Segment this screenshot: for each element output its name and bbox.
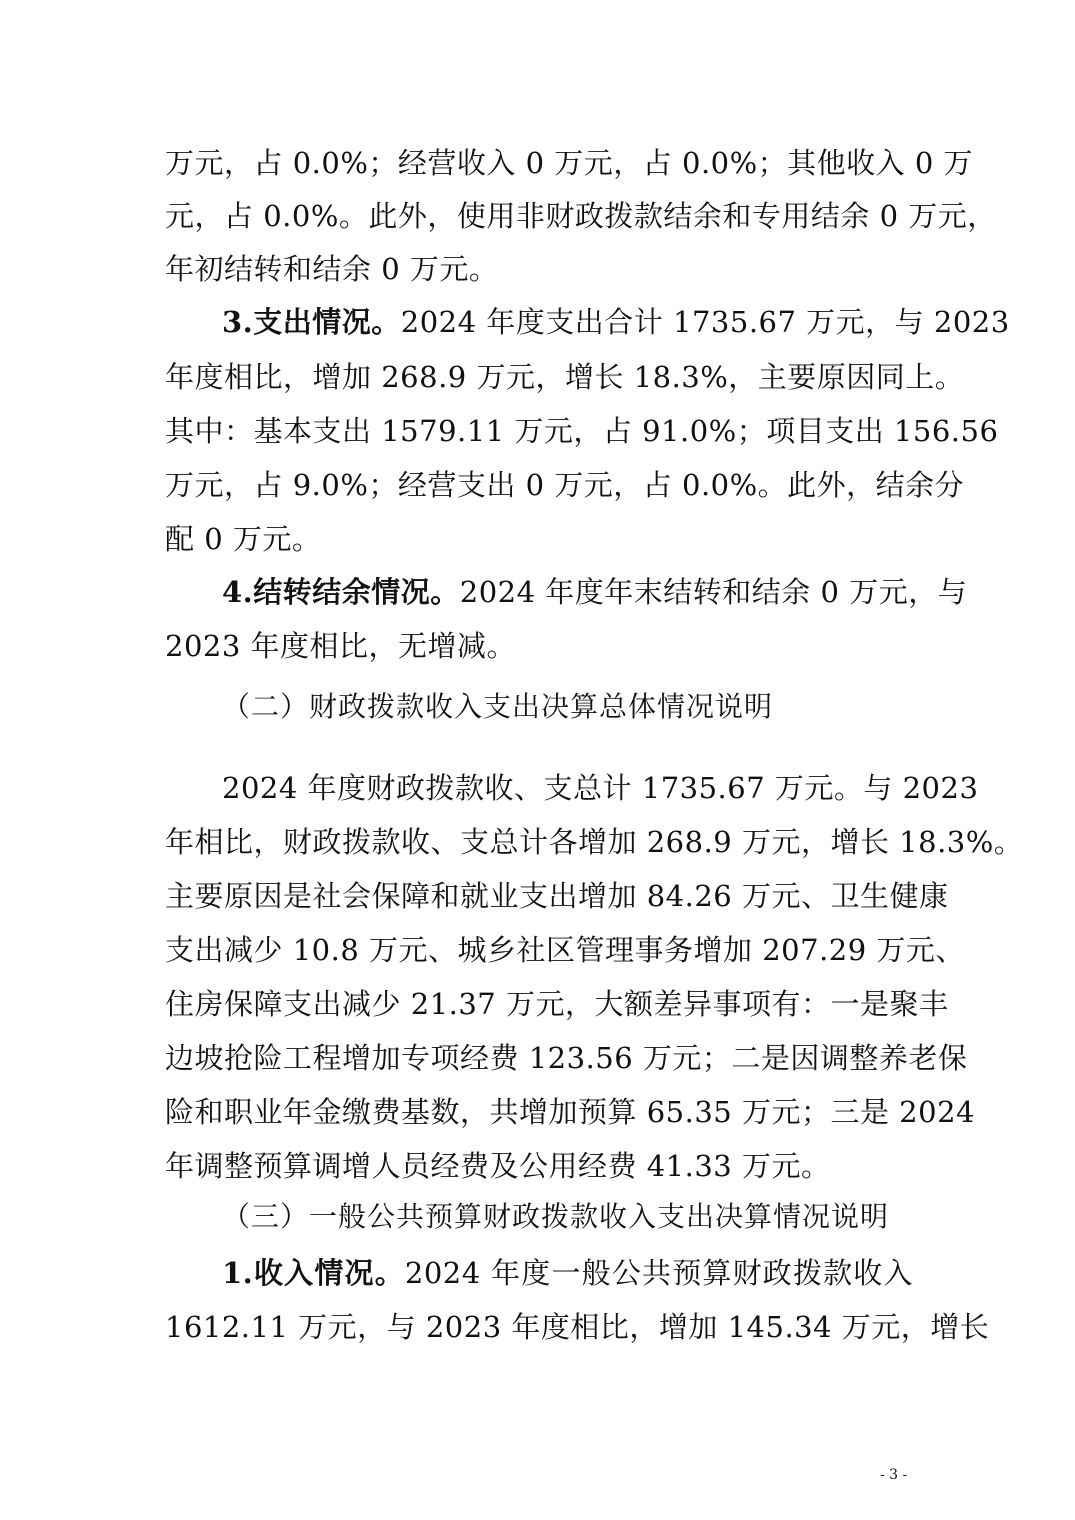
paragraph-lead: 3.支出情况。	[222, 305, 401, 339]
text-run: 2024 年度一般公共预算财政拨款收入	[404, 1256, 913, 1290]
text-line: 其中：基本支出 1579.11 万元，占 91.0%；项目支出 156.56	[165, 414, 999, 448]
paragraph-general-income-first-line	[222, 1255, 913, 1291]
text-line: 1612.11 万元，与 2023 年度相比，增加 145.34 万元，增长	[165, 1310, 990, 1344]
text-run: 2024 年度支出合计 1735.67 万元，与 2023	[400, 305, 1010, 339]
text-line: 2023 年度相比，无增减。	[165, 629, 517, 663]
text-line: 年相比，财政拨款收、支总计各增加 268.9 万元，增长 18.3%。	[165, 825, 1024, 859]
text-line: 住房保障支出减少 21.37 万元，大额差异事项有：一是聚丰	[165, 987, 949, 1021]
page-number: - 3 -	[880, 1467, 908, 1483]
text-line: 主要原因是社会保障和就业支出增加 84.26 万元、卫生健康	[165, 879, 949, 913]
text-line: 支出减少 10.8 万元、城乡社区管理事务增加 207.29 万元、	[165, 933, 965, 967]
text-line: 配 0 万元。	[165, 522, 322, 556]
paragraph-lead: 1.收入情况。	[222, 1256, 405, 1290]
paragraph-lead: 4.结转结余情况。	[222, 575, 460, 609]
text-line: 万元，占 0.0%；经营收入 0 万元，占 0.0%；其他收入 0 万	[165, 146, 974, 180]
text-run: 2024 年度年末结转和结余 0 万元，与	[459, 575, 968, 609]
section-heading: （二）财政拨款收入支出决算总体情况说明	[222, 690, 774, 723]
text-line: 万元，占 9.0%；经营支出 0 万元，占 0.0%。此外，结余分	[165, 468, 965, 502]
text-line: 年调整预算调增人员经费及公用经费 41.33 万元。	[165, 1149, 831, 1183]
text-line: 年初结转和结余 0 万元。	[165, 252, 499, 286]
text-line: 年度相比，增加 268.9 万元，增长 18.3%，主要原因同上。	[165, 360, 965, 394]
paragraph-carryover-first-line	[222, 574, 968, 610]
text-line: 元，占 0.0%。此外，使用非财政拨款结余和专用结余 0 万元，	[165, 199, 997, 233]
text-line: 边坡抢险工程增加专项经费 123.56 万元；二是因调整养老保	[165, 1041, 968, 1075]
paragraph-expense-first-line	[222, 304, 1010, 340]
text-line: 险和职业年金缴费基数，共增加预算 65.35 万元；三是 2024	[165, 1095, 975, 1129]
text-line: 2024 年度财政拨款收、支总计 1735.67 万元。与 2023	[222, 771, 979, 805]
section-heading: （三）一般公共预算财政拨款收入支出决算情况说明	[222, 1200, 890, 1233]
